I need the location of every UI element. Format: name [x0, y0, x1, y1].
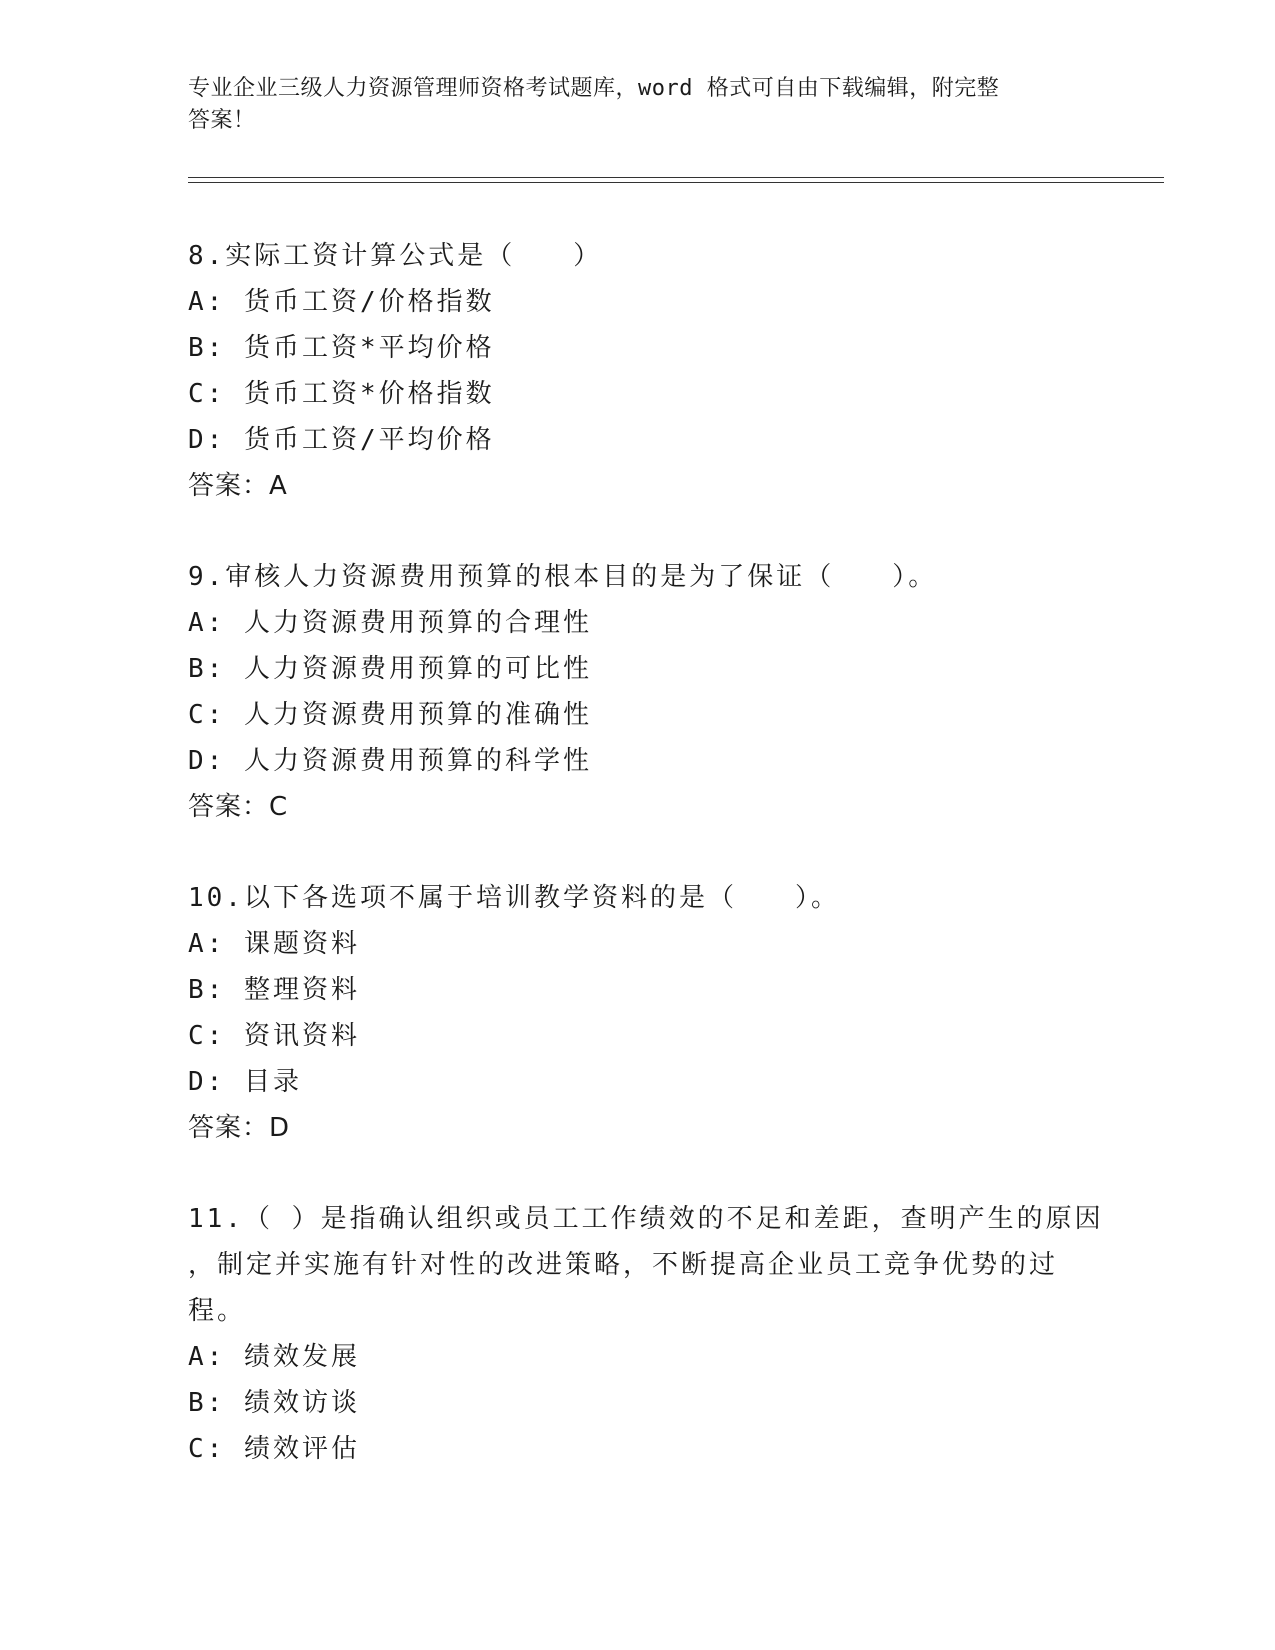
- option-b: B: 绩效访谈: [188, 1388, 360, 1418]
- option-b: B: 货币工资*平均价格: [188, 333, 495, 363]
- option-c: C: 货币工资*价格指数: [188, 379, 495, 409]
- answer: 答案：D: [188, 1113, 291, 1143]
- option-d: D: 货币工资/平均价格: [188, 425, 495, 455]
- question-9: [188, 554, 1068, 830]
- question-title-line-1: 11.（ ）是指确认组织或员工工作绩效的不足和差距，查明产生的原因: [188, 1204, 1104, 1234]
- option-c: C: 资讯资料: [188, 1021, 360, 1051]
- question-title: 8.实际工资计算公式是（ ）: [188, 241, 603, 271]
- header-divider-bottom: [188, 182, 1164, 183]
- question-title: 9.审核人力资源费用预算的根本目的是为了保证（ ）。: [188, 562, 938, 592]
- header-divider-top: [188, 177, 1164, 178]
- option-c: C: 人力资源费用预算的准确性: [188, 700, 592, 730]
- option-b: B: 人力资源费用预算的可比性: [188, 654, 592, 684]
- document-header: [188, 73, 1068, 137]
- question-11: [188, 1196, 1104, 1472]
- option-b: B: 整理资料: [188, 975, 360, 1005]
- option-c: C: 绩效评估: [188, 1434, 360, 1464]
- question-title-line-3: 程。: [188, 1296, 247, 1326]
- question-title: 10.以下各选项不属于培训教学资料的是（ ）。: [188, 883, 840, 913]
- question-8: [188, 233, 1068, 509]
- option-d: D: 人力资源费用预算的科学性: [188, 746, 592, 776]
- answer: 答案：A: [188, 471, 288, 501]
- option-a: A: 绩效发展: [188, 1342, 360, 1372]
- header-intro-line-1: 专业企业三级人力资源管理师资格考试题库，word 格式可自由下载编辑，附完整: [188, 76, 1000, 101]
- option-a: A: 课题资料: [188, 929, 360, 959]
- option-d: D: 目录: [188, 1067, 302, 1097]
- option-a: A: 货币工资/价格指数: [188, 287, 495, 317]
- answer: 答案：C: [188, 792, 289, 822]
- question-title-line-2: ，制定并实施有针对性的改进策略，不断提高企业员工竞争优势的过: [188, 1250, 1059, 1280]
- header-intro-line-2: 答案！: [188, 108, 256, 133]
- question-10: [188, 875, 1068, 1151]
- option-a: A: 人力资源费用预算的合理性: [188, 608, 592, 638]
